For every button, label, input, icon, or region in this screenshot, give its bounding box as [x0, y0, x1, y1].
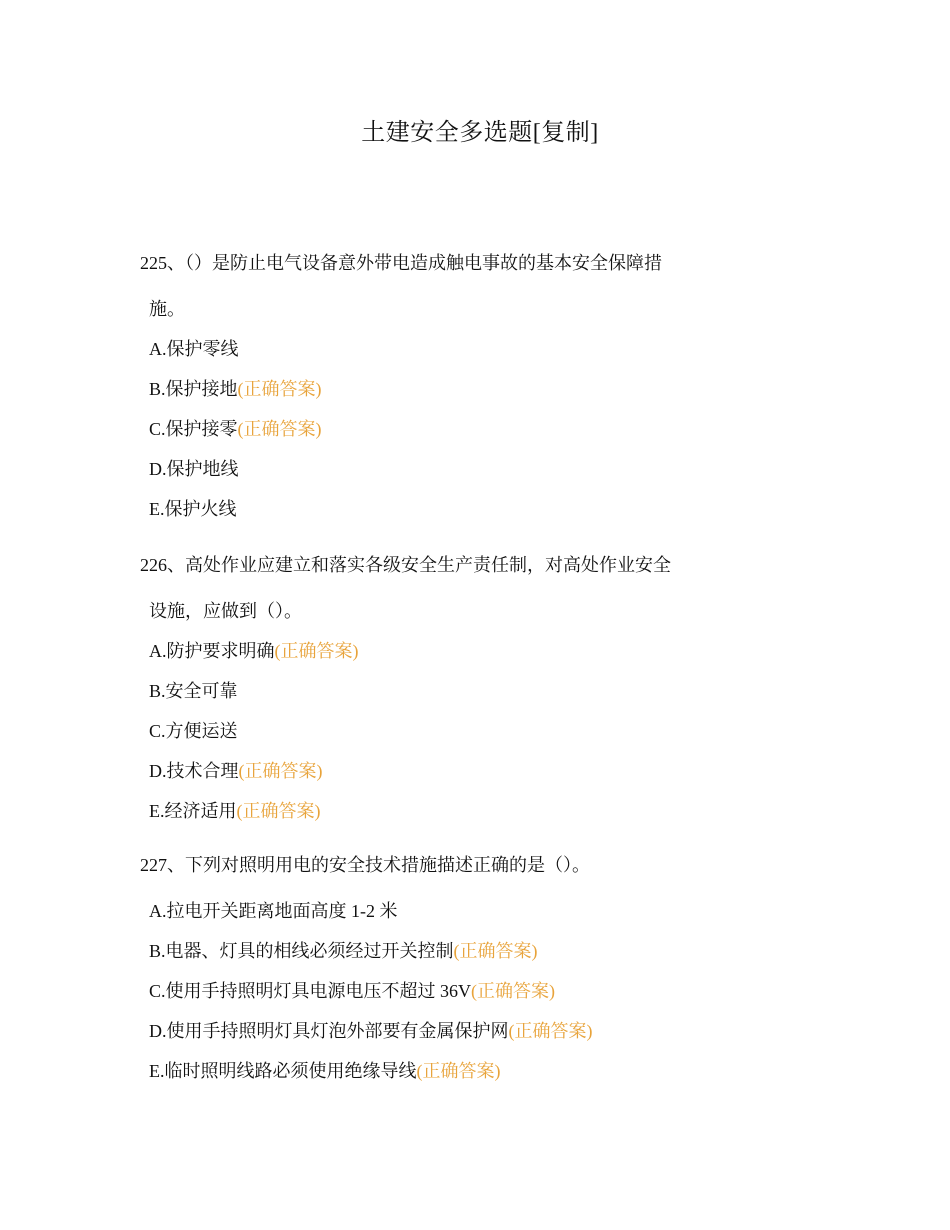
- option-text: D.使用手持照明灯具灯泡外部要有金属保护网: [149, 1021, 509, 1041]
- option-e[interactable]: [140, 800, 710, 840]
- option-b[interactable]: [140, 680, 710, 720]
- option-text: C.使用手持照明灯具电源电压不超过 36V: [149, 981, 472, 1001]
- option-c[interactable]: [140, 720, 710, 760]
- option-e[interactable]: [140, 1060, 710, 1100]
- option-c[interactable]: [140, 418, 710, 458]
- correct-answer-tag: (正确答案): [471, 981, 556, 1001]
- question-text: 226、高处作业应建立和落实各级安全生产责任制，对高处作业安全: [140, 555, 671, 575]
- option-text: A.拉电开关距离地面高度 1-2 米: [149, 901, 398, 921]
- option-text: E.保护火线: [149, 499, 237, 519]
- option-text: B.电器、灯具的相线必须经过开关控制: [149, 941, 454, 961]
- correct-answer-tag: (正确答案): [238, 761, 323, 781]
- question-text: 227、下列对照明用电的安全技术措施描述正确的是（）。: [140, 855, 590, 875]
- option-c[interactable]: [140, 980, 710, 1020]
- option-text: E.临时照明线路必须使用绝缘导线: [149, 1061, 417, 1081]
- question-227: [140, 854, 710, 1100]
- option-e[interactable]: [140, 498, 710, 538]
- correct-answer-tag: (正确答案): [274, 641, 359, 661]
- question-225: [140, 252, 710, 538]
- option-text: D.保护地线: [149, 459, 239, 479]
- option-text: B.保护接地: [149, 379, 238, 399]
- correct-answer-tag: (正确答案): [237, 379, 322, 399]
- question-226: [140, 554, 710, 840]
- correct-answer-tag: (正确答案): [236, 801, 321, 821]
- option-text: B.安全可靠: [149, 681, 238, 701]
- option-d[interactable]: [140, 760, 710, 800]
- correct-answer-tag: (正确答案): [416, 1061, 501, 1081]
- question-text: 225、（）是防止电气设备意外带电造成触电事故的基本安全保障措: [140, 253, 662, 273]
- option-d[interactable]: [140, 1020, 710, 1060]
- option-a[interactable]: [140, 900, 710, 940]
- option-text: E.经济适用: [149, 801, 237, 821]
- option-d[interactable]: [140, 458, 710, 498]
- question-text-continued: 设施，应做到（）。: [149, 601, 302, 621]
- option-text: C.方便运送: [149, 721, 238, 741]
- option-text: D.技术合理: [149, 761, 239, 781]
- question-text-continued: 施。: [149, 299, 185, 319]
- option-text: C.保护接零: [149, 419, 238, 439]
- option-b[interactable]: [140, 940, 710, 980]
- option-text: A.防护要求明确: [149, 641, 275, 661]
- option-b[interactable]: [140, 378, 710, 418]
- option-text: A.保护零线: [149, 339, 239, 359]
- correct-answer-tag: (正确答案): [508, 1021, 593, 1041]
- option-a[interactable]: [140, 640, 710, 680]
- option-a[interactable]: [140, 338, 710, 378]
- correct-answer-tag: (正确答案): [453, 941, 538, 961]
- correct-answer-tag: (正确答案): [237, 419, 322, 439]
- page-title: 土建安全多选题[复制]: [361, 120, 599, 146]
